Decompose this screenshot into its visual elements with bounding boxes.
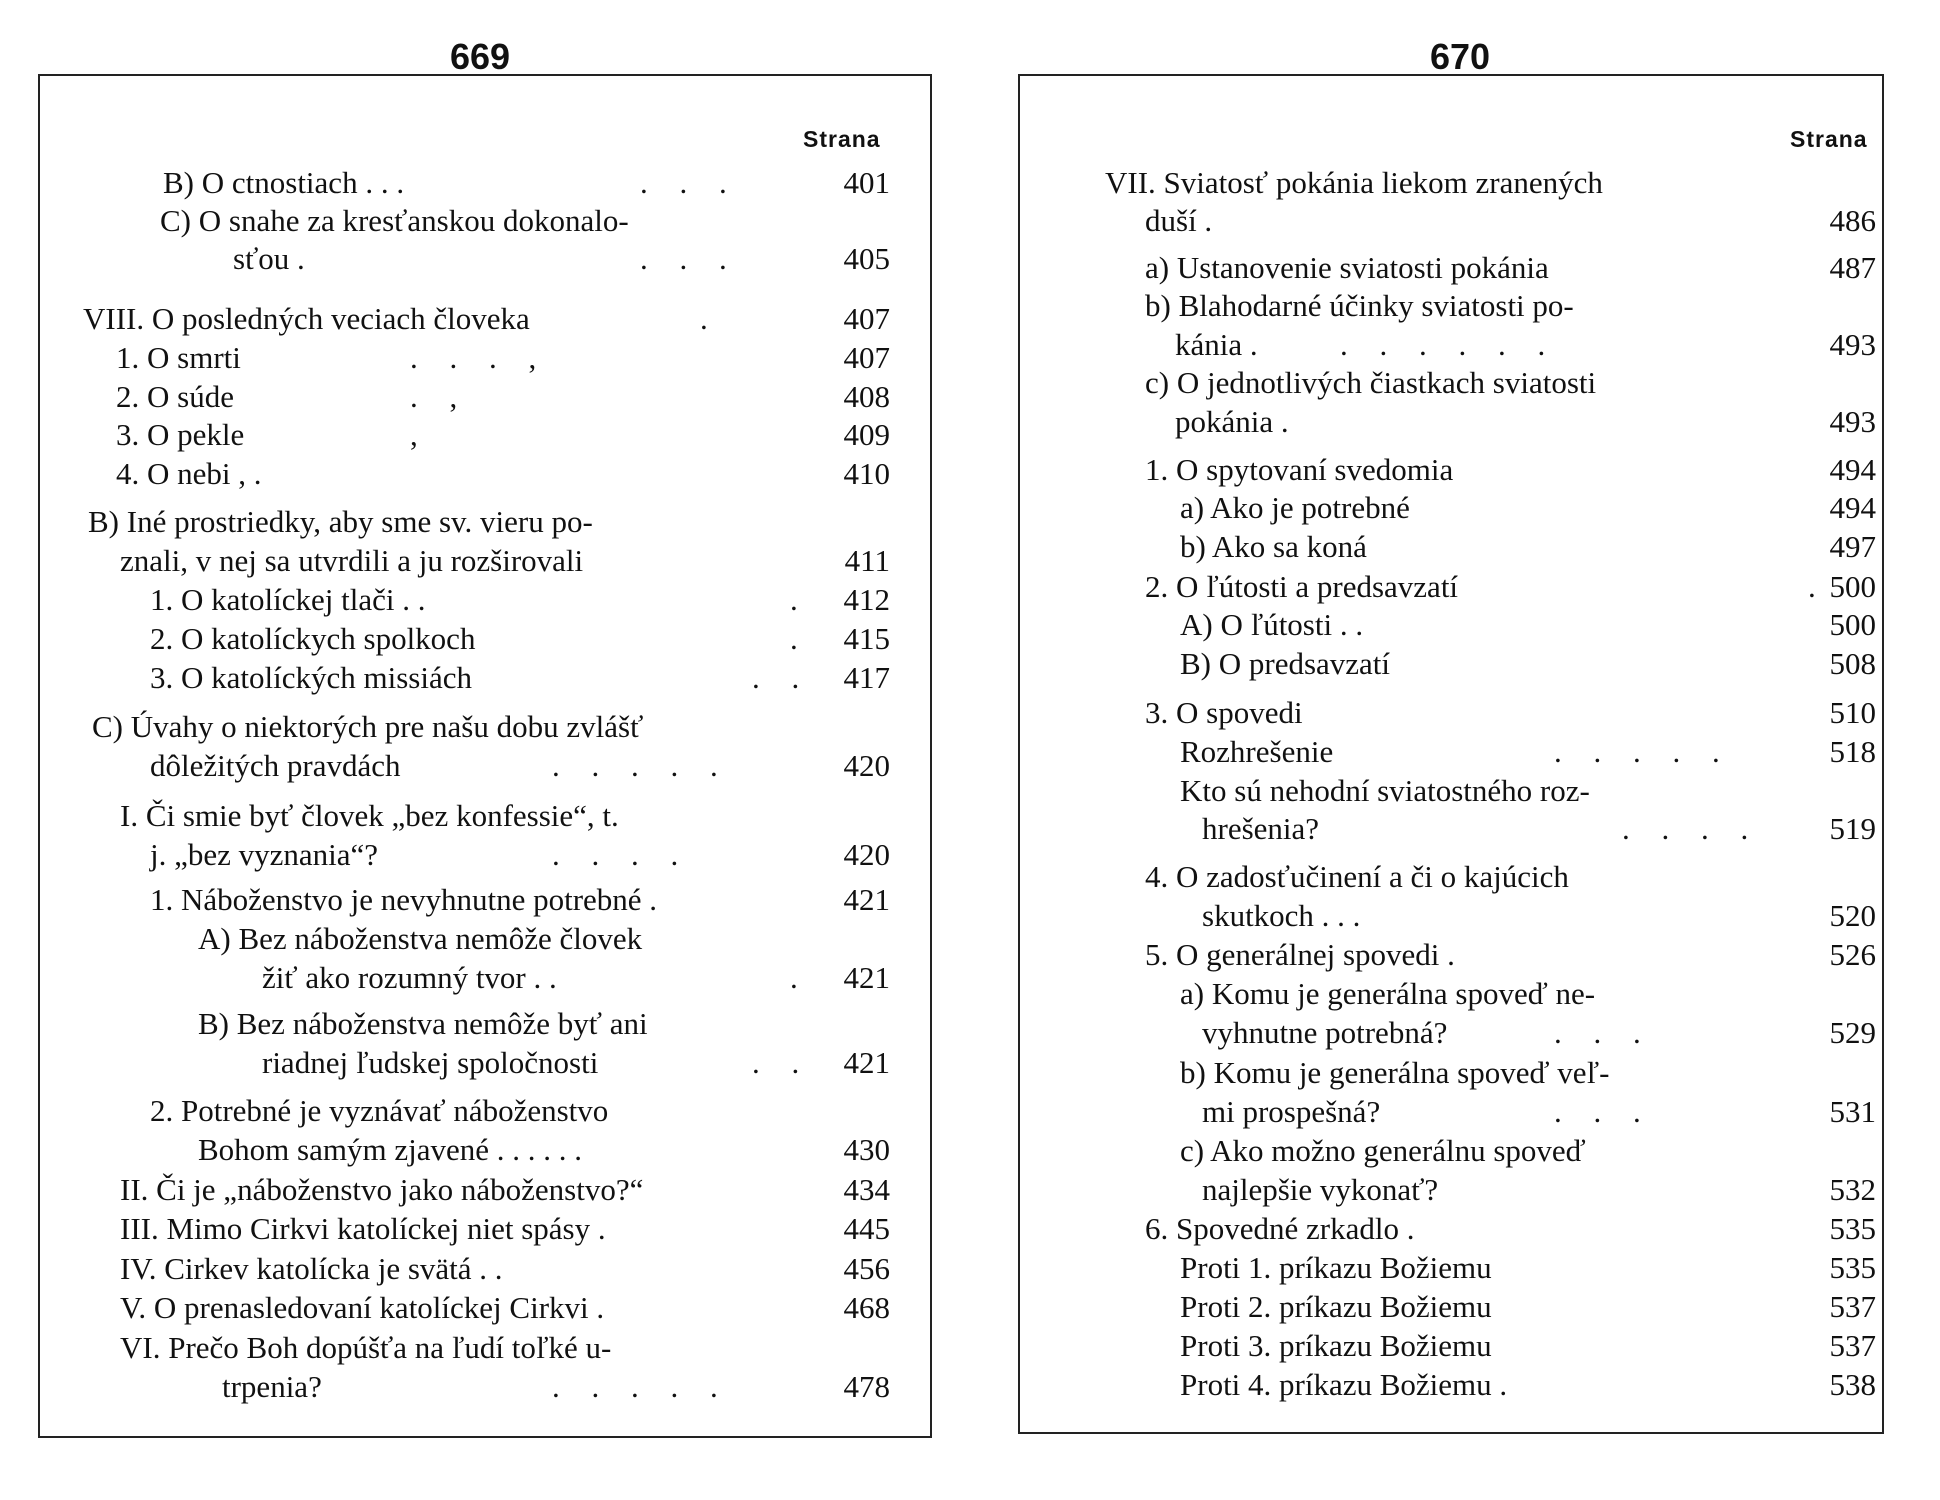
toc-page-number: 535: [1829, 1211, 1876, 1246]
toc-page-number: 494: [1829, 452, 1876, 487]
toc-page-number: 456: [843, 1251, 890, 1286]
toc-entry-title: B) O ctnostiach . . .: [163, 165, 405, 200]
toc-leader-dots: .: [700, 301, 720, 336]
toc-entry-title: 6. Spovedné zrkadlo .: [1145, 1211, 1415, 1246]
toc-page-number: 445: [843, 1211, 890, 1246]
toc-entry-title: C) O snahe za kresťanskou dokonalo-: [160, 203, 629, 238]
toc-page-number: 535: [1829, 1250, 1876, 1285]
toc-entry-title: B) Bez náboženstva nemôže byť ani: [198, 1006, 648, 1041]
toc-page-number: 497: [1829, 529, 1876, 564]
toc-page-number: 487: [1829, 250, 1876, 285]
toc-entry-title: najlepšie vykonať?: [1202, 1172, 1439, 1207]
toc-page-number: 529: [1829, 1015, 1876, 1050]
toc-page-number: 494: [1829, 490, 1876, 525]
toc-page-number: 430: [843, 1132, 890, 1167]
toc-page-number: 478: [843, 1369, 890, 1404]
toc-entry-title: Bohom samým zjavené . . . . . .: [198, 1132, 582, 1167]
toc-entry-title: V. O prenasledovaní katolíckej Cirkvi .: [120, 1290, 605, 1325]
toc-entry-title: 4. O nebi , .: [116, 456, 262, 491]
toc-leader-dots: .: [790, 621, 810, 656]
toc-page-number: 520: [1829, 898, 1876, 933]
toc-page-number: 531: [1829, 1094, 1876, 1129]
toc-page-number: 434: [843, 1172, 890, 1207]
toc-entry-title: Proti 1. príkazu Božiemu: [1180, 1250, 1492, 1285]
toc-entry-title: Proti 3. príkazu Božiemu: [1180, 1328, 1492, 1363]
left-page: [0, 0, 960, 1500]
toc-entry-title: 2. O katolíckych spolkoch: [150, 621, 476, 656]
toc-entry-title: C) Úvahy o niektorých pre našu dobu zvlášť: [92, 709, 644, 744]
toc-leader-dots: . ,: [410, 379, 470, 414]
toc-entry-title: III. Mimo Cirkvi katolíckej niet spásy .: [120, 1211, 606, 1246]
toc-leader-dots: . .: [752, 660, 812, 695]
toc-entry-title: hrešenia?: [1202, 811, 1320, 846]
toc-page-number: 532: [1829, 1172, 1876, 1207]
toc-entry-title: kánia .: [1175, 327, 1258, 362]
toc-page-number: 421: [843, 960, 890, 995]
toc-leader-dots: . . .: [1554, 1094, 1653, 1129]
toc-entry-title: 3. O spovedi: [1145, 695, 1303, 730]
toc-entry-title: 3. O katolíckých missiách: [150, 660, 472, 695]
toc-page-number: 409: [843, 417, 890, 452]
toc-entry-title: mi prospešná?: [1202, 1094, 1381, 1129]
toc-page-number: 500: [1829, 569, 1876, 604]
toc-page-number: 407: [843, 340, 890, 375]
right-page: [970, 0, 1940, 1500]
toc-entry-title: dôležitých pravdách: [150, 748, 401, 783]
toc-entry-title: pokánia .: [1175, 404, 1289, 439]
toc-leader-dots: . . .: [640, 241, 739, 276]
toc-entry-title: Kto sú nehodní sviatostného roz-: [1180, 773, 1590, 808]
toc-entry-title: Proti 4. príkazu Božiemu .: [1180, 1367, 1508, 1402]
toc-entry-title: žiť ako rozumný tvor . .: [262, 960, 557, 995]
toc-entry-title: 4. O zadosťučinení a či o kajúcich: [1145, 859, 1569, 894]
toc-entry-title: a) Ako je potrebné: [1180, 490, 1410, 525]
toc-entry-title: B) O predsavzatí: [1180, 646, 1391, 681]
toc-entry-title: duší .: [1145, 203, 1213, 238]
toc-page-number: 508: [1829, 646, 1876, 681]
toc-entry-title: 3. O pekle: [116, 417, 245, 452]
toc-leader-dots: .: [1808, 569, 1828, 604]
toc-page-number: 421: [843, 882, 890, 917]
toc-page-number: 510: [1829, 695, 1876, 730]
toc-entry-title: VI. Prečo Boh dopúšťa na ľudí toľké u-: [120, 1330, 612, 1365]
toc-entry-title: riadnej ľudskej spoločnosti: [262, 1045, 599, 1080]
toc-page-number: 420: [843, 837, 890, 872]
toc-page-number: 519: [1829, 811, 1876, 846]
toc-entry-title: b) Komu je generálna spoveď veľ-: [1180, 1055, 1610, 1090]
toc-page-number: 538: [1829, 1367, 1876, 1402]
toc-entry-title: 2. Potrebné je vyznávať náboženstvo: [150, 1093, 609, 1128]
toc-entry-title: j. „bez vyznania“?: [150, 837, 379, 872]
toc-page-number: 405: [843, 241, 890, 276]
toc-page-number: 408: [843, 379, 890, 414]
toc-entry-title: a) Komu je generálna spoveď ne-: [1180, 976, 1596, 1011]
toc-page-number: 417: [843, 660, 890, 695]
toc-page-number: 493: [1829, 327, 1876, 362]
toc-entry-title: c) Ako možno generálnu spoveď: [1180, 1133, 1586, 1168]
toc-entry-title: trpenia?: [222, 1369, 322, 1404]
toc-leader-dots: . . . .: [552, 837, 691, 872]
toc-entry-title: B) Iné prostriedky, aby sme sv. vieru po-: [88, 504, 593, 539]
toc-entry-title: vyhnutne potrebná?: [1202, 1015, 1448, 1050]
toc-entry-title: 5. O generálnej spovedi .: [1145, 937, 1455, 972]
toc-entry-title: 1. Náboženstvo je nevyhnutne potrebné .: [150, 882, 658, 917]
toc-leader-dots: ,: [410, 417, 430, 452]
toc-leader-dots: . . . . . .: [1340, 327, 1558, 362]
toc-leader-dots: . . .: [1554, 1015, 1653, 1050]
toc-entry-title: b) Blahodarné účinky sviatosti po-: [1145, 288, 1574, 323]
strana-label: Strana: [803, 126, 881, 152]
toc-page-number: 486: [1829, 203, 1876, 238]
toc-entry-title: skutkoch . . .: [1202, 898, 1361, 933]
toc-page-number: 410: [843, 456, 890, 491]
toc-entry-title: 1. O katolíckej tlači . .: [150, 582, 426, 617]
toc-entry-title: I. Či smie byť človek „bez konfessie“, t.: [120, 798, 619, 833]
toc-entry-title: A) O ľútosti . .: [1180, 607, 1364, 642]
toc-entry-title: znali, v nej sa utvrdili a ju rozširovali: [120, 543, 584, 578]
strana-label: Strana: [1790, 126, 1868, 152]
toc-page-number: 411: [844, 543, 890, 578]
toc-entry-title: 1. O spytovaní svedomia: [1145, 452, 1454, 487]
toc-page-number: 401: [843, 165, 890, 200]
toc-page-number: 493: [1829, 404, 1876, 439]
toc-leader-dots: . . . .: [1622, 811, 1761, 846]
toc-entry-title: 2. O ľútosti a predsavzatí: [1145, 569, 1459, 604]
toc-entry-title: A) Bez náboženstva nemôže človek: [198, 921, 643, 956]
toc-entry-title: Rozhrešenie: [1180, 734, 1334, 769]
toc-page-number: 412: [843, 582, 890, 617]
toc-entry-title: b) Ako sa koná: [1180, 529, 1367, 564]
toc-page-number: 500: [1829, 607, 1876, 642]
toc-entry-title: II. Či je „náboženstvo jako náboženstvo?“: [120, 1172, 644, 1207]
toc-page-number: 518: [1829, 734, 1876, 769]
toc-page-number: 526: [1829, 937, 1876, 972]
toc-leader-dots: .: [790, 960, 810, 995]
toc-leader-dots: . . .: [640, 165, 739, 200]
toc-entry-title: 2. O súde: [116, 379, 234, 414]
toc-leader-dots: . . . . .: [552, 1369, 730, 1404]
toc-entry-title: IV. Cirkev katolícka je svätá . .: [120, 1251, 503, 1286]
toc-leader-dots: . . . . .: [1554, 734, 1732, 769]
toc-page-number: 537: [1829, 1328, 1876, 1363]
toc-leader-dots: .: [790, 582, 810, 617]
toc-page-number: 421: [843, 1045, 890, 1080]
toc-page-number: 415: [843, 621, 890, 656]
toc-entry-title: Proti 2. príkazu Božiemu: [1180, 1289, 1492, 1324]
toc-page-number: 468: [843, 1290, 890, 1325]
page-number: 669: [450, 36, 511, 77]
toc-page-number: 537: [1829, 1289, 1876, 1324]
toc-entry-title: c) O jednotlivých čiastkach sviatosti: [1145, 365, 1597, 400]
toc-leader-dots: . . . ,: [410, 340, 549, 375]
toc-leader-dots: . . . . .: [552, 748, 730, 783]
toc-entry-title: 1. O smrti: [116, 340, 241, 375]
toc-entry-title: sťou .: [233, 241, 305, 276]
page-number: 670: [1430, 36, 1491, 77]
toc-entry-title: VII. Sviatosť pokánia liekom zranených: [1105, 165, 1603, 200]
toc-entry-title: a) Ustanovenie sviatosti pokánia: [1145, 250, 1549, 285]
toc-page-number: 420: [843, 748, 890, 783]
toc-page-number: 407: [843, 301, 890, 336]
toc-leader-dots: . .: [752, 1045, 812, 1080]
toc-entry-title: VIII. O posledných veciach človeka: [83, 301, 530, 336]
